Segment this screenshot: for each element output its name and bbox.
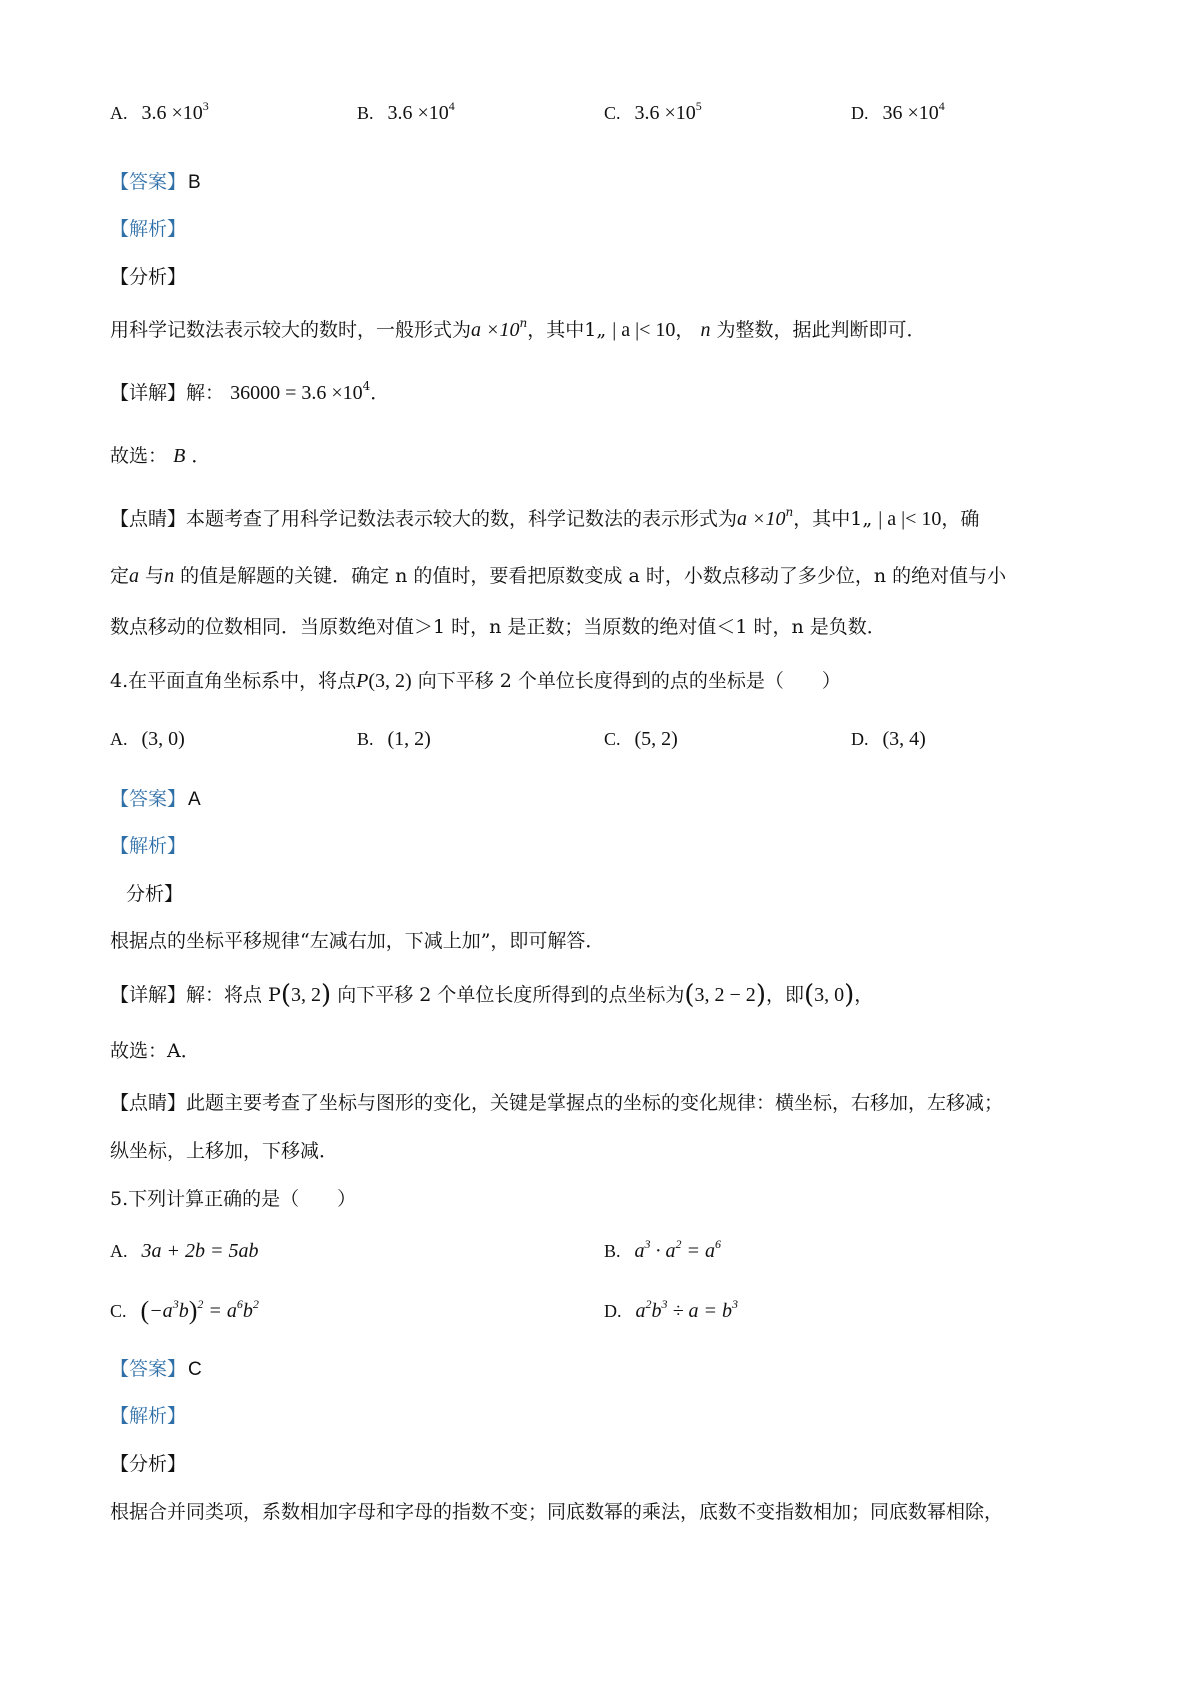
text: 解： [186, 382, 225, 404]
option-value: (5, 2) [634, 728, 678, 750]
q4-analysis-tag: 【解析】 [110, 835, 187, 857]
option-value: (1, 2) [387, 728, 431, 750]
option-label: C. [604, 103, 621, 123]
q5-fenxi-tag: 【分析】 [110, 1453, 187, 1475]
option-label: C. [604, 729, 621, 749]
option-value: (3, 0) [141, 728, 185, 750]
option-label: B. [604, 1241, 621, 1261]
answer-value: B [188, 172, 201, 193]
q4-option-a [110, 728, 185, 751]
coord: (3, 2) [368, 670, 412, 692]
option-exponent: 4 [938, 99, 945, 113]
exponent: n [785, 505, 794, 519]
answer-value: A [188, 789, 201, 810]
text: 向下平移 2 个单位长度得到的点的坐标是（ ） [411, 670, 841, 692]
option-exponent: 5 [695, 99, 702, 113]
q3-option-c [604, 99, 702, 125]
formula: a ×10 [737, 508, 786, 530]
text: 此题主要考查了坐标与图形的变化，关键是掌握点的坐标的变化规律：横坐标，右移加，左移减； [186, 1092, 1004, 1114]
option-label: A. [110, 1241, 128, 1261]
option-value: $a^2b^3 \div a = b^3$ [635, 1297, 738, 1322]
option-exponent: 3 [202, 99, 209, 113]
q4-option-b [357, 728, 431, 751]
q5-option-c [110, 1296, 259, 1325]
q3-answer [110, 167, 201, 194]
text: ，其中1„ [527, 319, 607, 341]
option-label: A. [110, 103, 128, 123]
option-coef: 3.6 [141, 102, 167, 124]
text: ，确 [941, 508, 980, 530]
option-coef: 3.6 [634, 102, 660, 124]
q3-analysis-tag: 【解析】 [110, 218, 187, 240]
answer-value: C [188, 1359, 202, 1380]
q3-fenxi-tag: 【分析】 [110, 266, 187, 288]
text: ． [185, 445, 211, 467]
option-label: D. [851, 103, 869, 123]
variable: n [164, 565, 175, 587]
detail-tag: 【详解】 [110, 382, 187, 404]
coord: 3, 2 − 2 [694, 984, 756, 1006]
q4-option-d [851, 728, 926, 751]
detail-tag: 【详解】 [110, 984, 187, 1006]
exponent: n [519, 316, 528, 330]
text: ， [675, 319, 695, 341]
answer-tag: 【答案】 [110, 171, 187, 193]
q3-choose [110, 441, 210, 468]
times-sign: × [664, 102, 676, 124]
text: 故选： [110, 445, 168, 467]
option-exponent: 4 [448, 99, 455, 113]
variable: n [700, 319, 711, 341]
text: ， [854, 984, 874, 1006]
option-base: 10 [428, 102, 449, 124]
variable: a [129, 565, 140, 587]
text: 为整数，据此判断即可． [710, 319, 926, 341]
q3-option-d [851, 99, 945, 125]
text: ． [370, 382, 390, 404]
coord: 3, 0 [814, 984, 845, 1006]
q5-option-d [604, 1297, 738, 1323]
q5-analysis-tag: 【解析】 [110, 1405, 187, 1427]
times-sign: × [171, 102, 183, 124]
q3-option-a [110, 99, 209, 125]
q3-option-b [357, 99, 455, 125]
comment-tag: 【点睛】 [110, 508, 187, 530]
formula: a ×10 [471, 319, 520, 341]
option-coef: 36 [882, 102, 903, 124]
formula: | a |< 10 [878, 508, 942, 530]
option-value: (3, 4) [882, 728, 926, 750]
option-base: 10 [675, 102, 696, 124]
text: 定 [110, 565, 130, 587]
comment-tag: 【点睛】 [110, 1092, 187, 1114]
q3-fenxi-text [110, 315, 926, 342]
q4-answer [110, 784, 201, 811]
q5-option-b [604, 1237, 722, 1263]
option-base: 10 [918, 102, 939, 124]
q3-detail [110, 378, 389, 405]
q5-answer [110, 1354, 202, 1381]
option-label: A. [110, 729, 128, 749]
q4-fenxi-tag: 分析】 [126, 883, 184, 905]
q4-choose: 故选：A． [110, 1040, 200, 1062]
choice: B [173, 445, 186, 467]
option-value: 3a + 2b = 5ab [141, 1240, 259, 1262]
formula: 36000 = 3.6 ×10 [230, 382, 363, 404]
q5-option-a [110, 1240, 259, 1263]
option-label: C. [110, 1301, 127, 1321]
text: 与 [139, 565, 165, 587]
text: 本题考查了用科学记数法表示较大的数，科学记数法的表示形式为 [186, 508, 738, 530]
times-sign: × [907, 102, 919, 124]
q4-question [110, 666, 841, 693]
q5-question: 5.下列计算正确的是（ ） [110, 1188, 357, 1210]
q4-fenxi-text: 根据点的坐标平移规律“左减右加，下减上加”，即可解答． [110, 930, 605, 952]
answer-tag: 【答案】 [110, 1358, 187, 1380]
exponent: 4 [362, 379, 371, 393]
option-base: 10 [182, 102, 203, 124]
text: ，其中1„ [793, 508, 873, 530]
option-coef: 3.6 [387, 102, 413, 124]
text: ，即 [765, 984, 804, 1006]
q3-comment-line2 [110, 561, 1006, 588]
q3-comment-line1 [110, 504, 979, 531]
option-label: B. [357, 729, 374, 749]
text: 解：将点 P [186, 984, 281, 1006]
text: 向下平移 2 个单位长度所得到的点坐标为 [331, 984, 685, 1006]
option-label: D. [604, 1301, 622, 1321]
q4-comment-line1 [110, 1088, 1003, 1115]
q5-fenxi-text: 根据合并同类项，系数相加字母和字母的指数不变；同底数幂的乘法，底数不变指数相加；同底数幂相除， [110, 1501, 1004, 1523]
option-label: B. [357, 103, 374, 123]
option-value: $(-a^3b)^2 = a^6b^2$ [140, 1296, 259, 1325]
q4-comment-line2: 纵坐标，上移加，下移减． [110, 1140, 339, 1162]
formula: | a |< 10 [612, 319, 676, 341]
q4-option-c [604, 728, 678, 751]
coord: 3, 2 [291, 984, 321, 1006]
option-label: D. [851, 729, 869, 749]
text: 的值是解题的关键．确定 n 的值时，要看把原数变成 a 时，小数点移动了多少位，n 的绝对值与小 [174, 565, 1007, 587]
answer-tag: 【答案】 [110, 788, 187, 810]
text: 4.在平面直角坐标系中，将点 [110, 670, 357, 692]
text: 用科学记数法表示较大的数时，一般形式为 [110, 319, 472, 341]
q3-comment-line3: 数点移动的位数相同．当原数绝对值＞1 时，n 是正数；当原数的绝对值＜1 时，n 是负数． [110, 616, 886, 638]
option-value: $a^3 \cdot a^2 = a^6$ [634, 1237, 722, 1262]
point: P [356, 670, 369, 692]
q4-detail: 【详解】解：将点 P(3, 2) 向下平移 2 个单位长度所得到的点坐标为(3, 2 − 2)，即(3, 0)， [110, 980, 874, 1010]
times-sign: × [417, 102, 429, 124]
